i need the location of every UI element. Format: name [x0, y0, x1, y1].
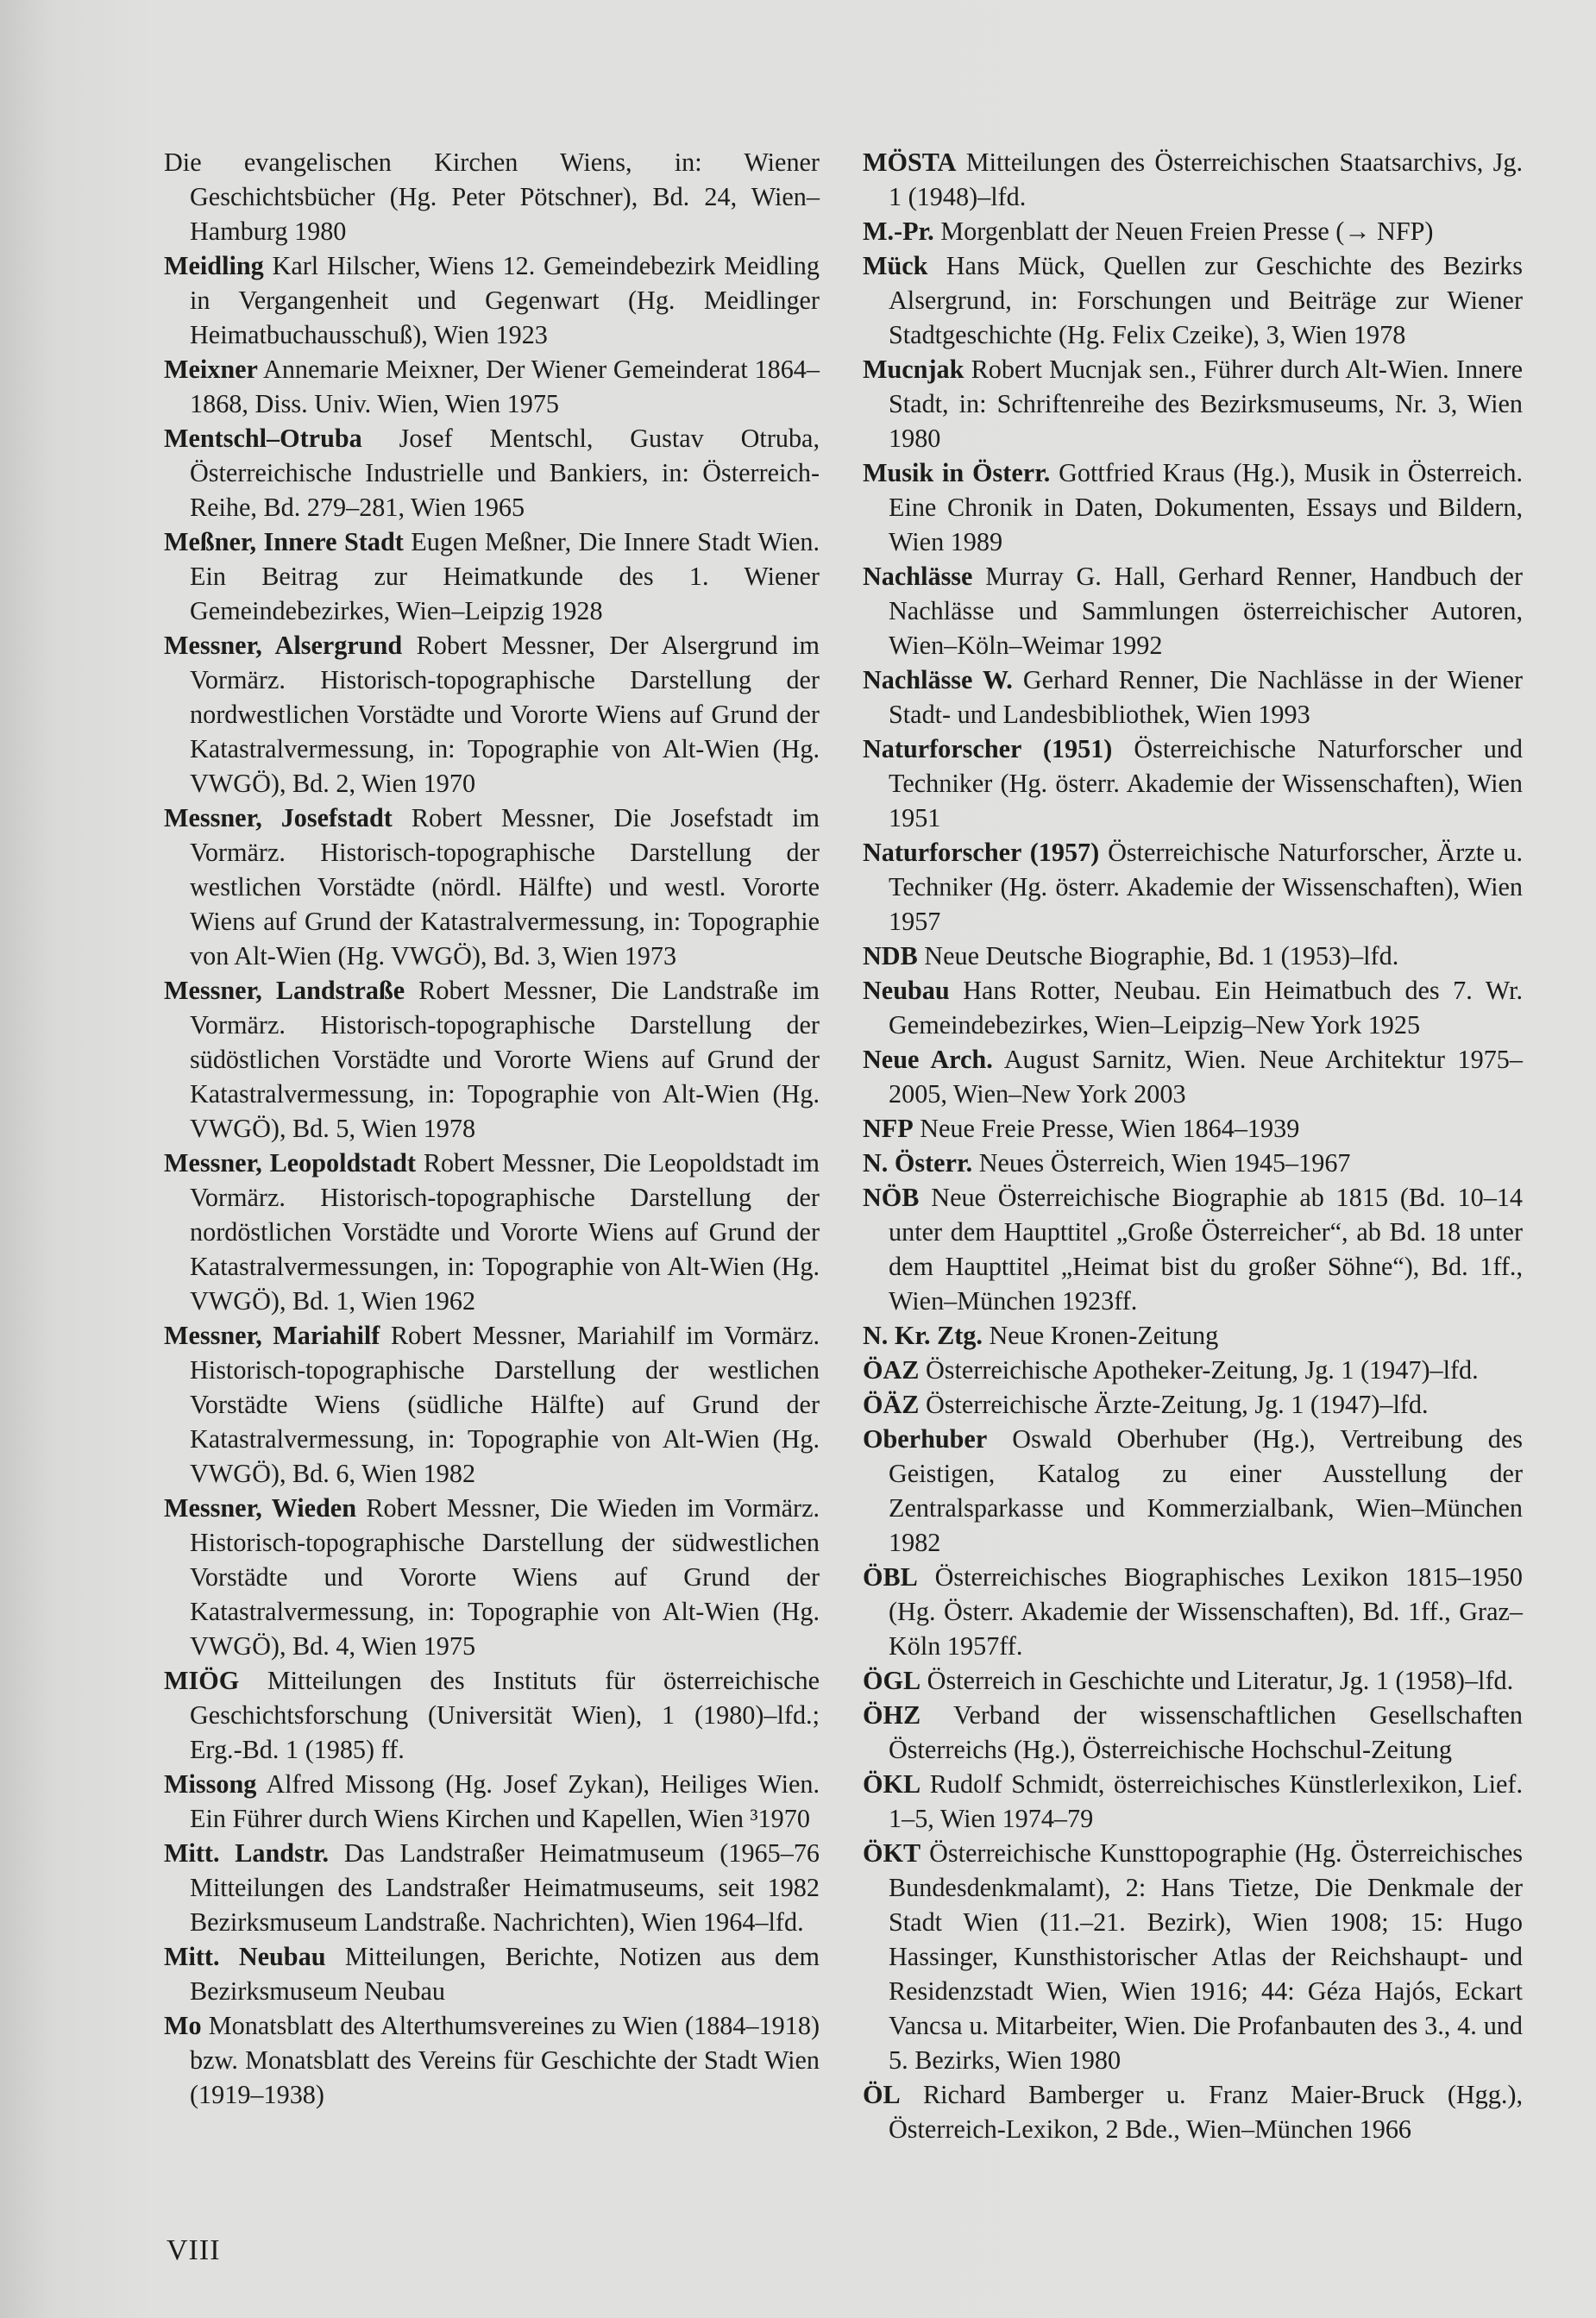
entry: [164, 1146, 820, 1318]
entry-key: NFP: [863, 1114, 914, 1143]
entry: [863, 145, 1523, 214]
entry: [863, 1353, 1523, 1387]
entry-text: Mitteilungen des Österreichischen Staatsarchivs, Jg. 1 (1948)–lfd.: [889, 148, 1524, 211]
entry: [164, 145, 820, 248]
entry-text: Österreichische Ärzte-Zeitung, Jg. 1 (1947)–lfd.: [925, 1390, 1429, 1419]
entry-text: Murray G. Hall, Gerhard Renner, Handbuch der Nachlässe und Sammlungen österreichischer Autoren, Wien–Köln–Weimar 1992: [889, 562, 1523, 660]
entry-key: ÖGL: [863, 1666, 921, 1695]
entry: [863, 1042, 1523, 1111]
entry: [164, 801, 820, 973]
entry: [164, 628, 820, 801]
entry-key: Mück: [863, 251, 928, 280]
entry: [863, 1422, 1523, 1560]
entry-key: Messner, Wieden: [164, 1493, 356, 1523]
entry-key: ÖBL: [863, 1562, 918, 1592]
entry-key: M.-Pr.: [863, 217, 934, 246]
page-number: VIII: [167, 2234, 221, 2266]
entry-key: Meidling: [164, 251, 264, 280]
entry-text: Österreichische Naturforscher, Ärzte u. Techniker (Hg. österr. Akademie der Wissenschaften), Wien 1957: [889, 838, 1523, 936]
entry-text: Eugen Meßner, Die Innere Stadt Wien. Ein Beitrag zur Heimatkunde des 1. Wiener Gemeindebezirkes, Wien–Leipzig 1928: [190, 527, 820, 625]
entry-key: Mentschl–Otruba: [164, 424, 362, 453]
entry-key: Oberhuber: [863, 1424, 988, 1454]
entry-key: Mo: [164, 2011, 202, 2040]
entry-text: Österreichische Kunsttopographie (Hg. Österreichisches Bundesdenkmalamt), 2: Hans Tietze, Die Denkmale der Stadt Wien (11.–21. Bezirk), Wien 1908; 15: Hugo Hassinger, Kunsthistorischer Atlas der Reichshaupt- und Residenzstadt Wien, Wien 1916; 44: Géza Hajós, Eckart Vancsa u. Mitarbeiter, Wien. Die Profanbauten des 3., 4. und 5. Bezirks, Wien 1980: [889, 1838, 1523, 2075]
entry-text: Gerhard Renner, Die Nachlässe in der Wiener Stadt- und Landesbibliothek, Wien 1993: [889, 665, 1524, 729]
entry-text: Hans Mück, Quellen zur Geschichte des Bezirks Alsergrund, in: Forschungen und Beiträge zur Wiener Stadtgeschichte (Hg. Felix Czeike), 3, Wien 1978: [889, 251, 1523, 349]
entry-text: Neue Österreichische Biographie ab 1815 (Bd. 10–14 unter dem Haupttitel „Große Österreicher“, ab Bd. 18 unter dem Haupttitel „Heimat bist du großer Söhne“), Bd. 1ff., Wien–München 1923ff.: [889, 1183, 1524, 1316]
entry: [863, 455, 1523, 559]
entry: [164, 525, 820, 628]
entry-key: ÖHZ: [863, 1700, 921, 1730]
entry-text: Robert Mucnjak sen., Führer durch Alt-Wien. Innere Stadt, in: Schriftenreihe des Bezirksmuseums, Nr. 3, Wien 1980: [889, 355, 1524, 453]
entry-text: Oswald Oberhuber (Hg.), Vertreibung des Geistigen, Katalog zu einer Ausstellung der Zentralsparkasse und Kommerzialbank, Wien–München 1982: [889, 1424, 1523, 1557]
left-column: [164, 145, 820, 2112]
entry: [863, 352, 1523, 455]
entry: [863, 973, 1523, 1042]
entry-key: Messner, Josefstadt: [164, 803, 393, 832]
entry: [863, 1560, 1523, 1663]
entry-text: Das Landstraßer Heimatmuseum (1965–76 Mitteilungen des Landstraßer Heimatmuseums, seit 1982 Bezirksmuseum Landstraße. Nachrichten), Wien 1964–lfd.: [190, 1838, 820, 1937]
entry-text: Morgenblatt der Neuen Freien Presse (→ NFP): [940, 217, 1434, 246]
entry-text: Gottfried Kraus (Hg.), Musik in Österreich. Eine Chronik in Daten, Dokumenten, Essays und Bildern, Wien 1989: [889, 458, 1524, 556]
entry: [863, 1663, 1523, 1698]
entry-text: Monatsblatt des Alterthumsvereines zu Wien (1884–1918) bzw. Monatsblatt des Vereins für Geschichte der Stadt Wien (1919–1938): [190, 2011, 820, 2109]
entry-key: MIÖG: [164, 1666, 240, 1695]
entry: [863, 1180, 1523, 1318]
entry-text: Mitteilungen, Berichte, Notizen aus dem Bezirksmuseum Neubau: [190, 1942, 820, 2006]
entry-key: ÖÄZ: [863, 1390, 920, 1419]
entry-key: NDB: [863, 941, 918, 971]
entry: [863, 248, 1523, 352]
entry-text: Neue Deutsche Biographie, Bd. 1 (1953)–lfd.: [924, 941, 1399, 971]
entry-key: Musik in Österr.: [863, 458, 1051, 487]
entry-key: Mitt. Neubau: [164, 1942, 326, 1971]
entry-key: N. Kr. Ztg.: [863, 1321, 983, 1350]
entry-text: Mitteilungen des Instituts für österreichische Geschichtsforschung (Universität Wien), 1 (1980)–lfd.; Erg.-Bd. 1 (1985) ff.: [190, 1666, 820, 1764]
entry-key: Messner, Leopoldstadt: [164, 1148, 416, 1178]
entry-key: Messner, Mariahilf: [164, 1321, 380, 1350]
entry: [164, 1939, 820, 2008]
entry-key: NÖB: [863, 1183, 920, 1212]
entry-text: Annemarie Meixner, Der Wiener Gemeinderat 1864–1868, Diss. Univ. Wien, Wien 1975: [190, 355, 820, 418]
entry-text: Robert Messner, Der Alsergrund im Vormärz. Historisch-topographische Darstellung der nordwestlichen Vorstädte und Vororte Wiens auf Grund der Katastralvermessung, in: Topographie von Alt-Wien (Hg. VWGÖ), Bd. 2, Wien 1970: [190, 631, 820, 798]
entry-key: ÖAZ: [863, 1355, 920, 1385]
entry: [863, 1836, 1523, 2077]
entry-text: Verband der wissenschaftlichen Gesellschaften Österreichs (Hg.), Österreichische Hochschul-Zeitung: [889, 1700, 1523, 1764]
entry-key: Naturforscher (1951): [863, 734, 1113, 763]
entry: [164, 248, 820, 352]
entry-text: Robert Messner, Die Wieden im Vormärz. Historisch-topographische Darstellung der südwestlichen Vorstädte und Vororte Wiens auf Grund der Katastralvermessung, in: Topographie von Alt-Wien (Hg. VWGÖ), Bd. 4, Wien 1975: [190, 1493, 820, 1661]
entry: [164, 973, 820, 1146]
entry: [164, 421, 820, 525]
entry-text: Neues Österreich, Wien 1945–1967: [978, 1148, 1351, 1178]
entry-key: ÖKL: [863, 1769, 921, 1799]
entry: [863, 663, 1523, 732]
entry-text: Robert Messner, Die Leopoldstadt im Vormärz. Historisch-topographische Darstellung der nordöstlichen Vorstädte und Vororte Wiens auf Grund der Katastralvermessungen, in: Topographie von Alt-Wien (Hg. VWGÖ), Bd. 1, Wien 1962: [190, 1148, 820, 1316]
entry: [863, 1698, 1523, 1767]
entry-key: Missong: [164, 1769, 257, 1799]
entry-key: N. Österr.: [863, 1148, 973, 1178]
entry-key: Mucnjak: [863, 355, 965, 384]
entry-key: Nachlässe: [863, 562, 973, 591]
entry: [863, 214, 1523, 248]
entry: [863, 1318, 1523, 1353]
entry: [164, 352, 820, 421]
right-column: [863, 145, 1523, 2146]
entry-text: Robert Messner, Die Josefstadt im Vormärz. Historisch-topographische Darstellung der westlichen Vorstädte (nördl. Hälfte) und westl. Vororte Wiens auf Grund der Katastralvermessung, in: Topographie von Alt-Wien (Hg. VWGÖ), Bd. 3, Wien 1973: [190, 803, 820, 971]
entry-key: Messner, Alsergrund: [164, 631, 403, 660]
entry: [164, 1836, 820, 1939]
entry-text: Richard Bamberger u. Franz Maier-Bruck (Hgg.), Österreich-Lexikon, 2 Bde., Wien–München 1966: [889, 2080, 1524, 2144]
entry-key: Mitt. Landstr.: [164, 1838, 330, 1868]
entry: [863, 559, 1523, 663]
entry-text: Robert Messner, Die Landstraße im Vormärz. Historisch-topographische Darstellung der südöstlichen Vorstädte und Vororte Wiens auf Grund der Katastralvermessung, in: Topographie von Alt-Wien (Hg. VWGÖ), Bd. 5, Wien 1978: [190, 976, 820, 1143]
entry: [164, 2008, 820, 2112]
entry-text: Österreichisches Biographisches Lexikon 1815–1950 (Hg. Österr. Akademie der Wissenschaften), Bd. 1ff., Graz–Köln 1957ff.: [889, 1562, 1523, 1661]
entry-text: Österreichische Naturforscher und Techniker (Hg. österr. Akademie der Wissenschaften), Wien 1951: [889, 734, 1523, 832]
entry-text: Robert Messner, Mariahilf im Vormärz. Historisch-topographische Darstellung der westlichen Vorstädte Wiens (südliche Hälfte) auf Grund der Katastralvermessung, in: Topographie von Alt-Wien (Hg. VWGÖ), Bd. 6, Wien 1982: [190, 1321, 820, 1488]
entry-key: Meßner, Innere Stadt: [164, 527, 404, 556]
entry: [863, 2077, 1523, 2146]
entry-key: Messner, Landstraße: [164, 976, 405, 1005]
entry-key: Nachlässe W.: [863, 665, 1013, 694]
entry-text: Neue Kronen-Zeitung: [989, 1321, 1219, 1350]
entry: [863, 732, 1523, 835]
entry-key: Neubau: [863, 976, 950, 1005]
entry-key: Neue Arch.: [863, 1045, 993, 1074]
entry: [863, 1111, 1523, 1146]
entry-text: Österreichische Apotheker-Zeitung, Jg. 1 (1947)–lfd.: [925, 1355, 1479, 1385]
entry: [863, 1146, 1523, 1180]
entry-key: ÖL: [863, 2080, 901, 2109]
entry: [863, 939, 1523, 973]
entry-text: Österreich in Geschichte und Literatur, Jg. 1 (1958)–lfd.: [927, 1666, 1514, 1695]
entry-key: ÖKT: [863, 1838, 921, 1868]
entry: [863, 835, 1523, 939]
entry-text: Hans Rotter, Neubau. Ein Heimatbuch des 7. Wr. Gemeindebezirkes, Wien–Leipzig–New York 1925: [889, 976, 1524, 1040]
entry-text: August Sarnitz, Wien. Neue Architektur 1975–2005, Wien–New York 2003: [889, 1045, 1523, 1109]
entry-text: Die evangelischen Kirchen Wiens, in: Wiener Geschichtsbücher (Hg. Peter Pötschner), Bd. 24, Wien–Hamburg 1980: [164, 148, 820, 246]
entry: [164, 1491, 820, 1663]
entry-text: Rudolf Schmidt, österreichisches Künstlerlexikon, Lief. 1–5, Wien 1974–79: [889, 1769, 1523, 1833]
entry-text: Neue Freie Presse, Wien 1864–1939: [920, 1114, 1300, 1143]
entry-key: Meixner: [164, 355, 258, 384]
entry-text: Josef Mentschl, Gustav Otruba, Österreichische Industrielle und Bankiers, in: Österreich-Reihe, Bd. 279–281, Wien 1965: [190, 424, 820, 522]
entry: [164, 1767, 820, 1836]
entry-text: Karl Hilscher, Wiens 12. Gemeindebezirk Meidling in Vergangenheit und Gegenwart (Hg. Meidlinger Heimatbuchausschuß), Wien 1923: [190, 251, 820, 349]
entry: [863, 1767, 1523, 1836]
entry-key: MÖSTA: [863, 148, 957, 177]
entry: [164, 1663, 820, 1767]
entry-key: Naturforscher (1957): [863, 838, 1100, 867]
entry: [863, 1387, 1523, 1422]
entry-text: Alfred Missong (Hg. Josef Zykan), Heiliges Wien. Ein Führer durch Wiens Kirchen und Kapellen, Wien ³1970: [190, 1769, 820, 1833]
entry: [164, 1318, 820, 1491]
